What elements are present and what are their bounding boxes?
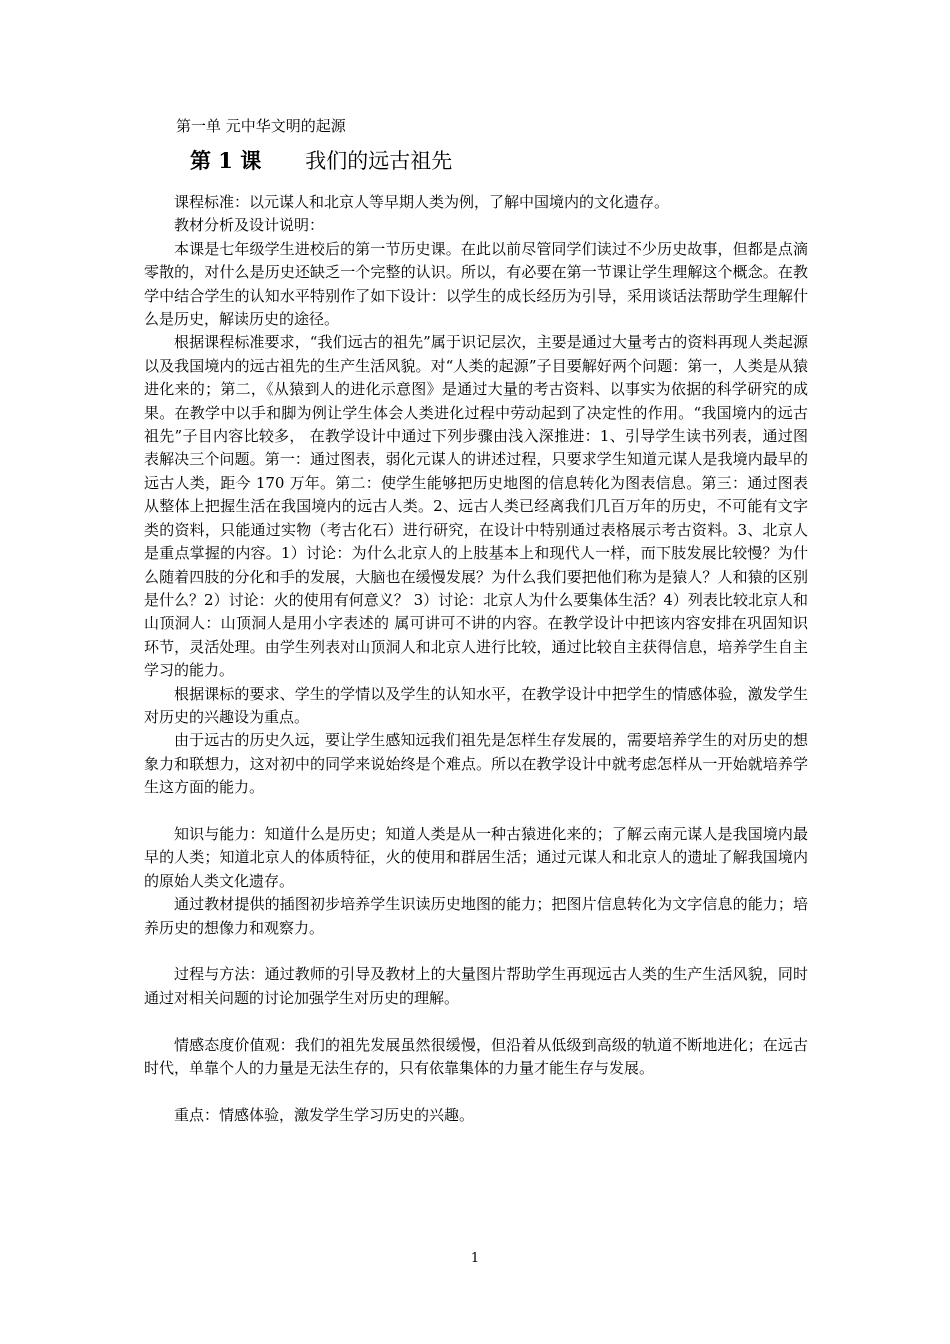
paragraph-map-reading: 通过教材提供的插图初步培养学生识读历史地图的能力；把图片信息转化为文字信息的能力；培养历史的想像力和观察力。 [144,895,808,937]
paragraph-curriculum-requirements: 根据课程标准要求，“我们远古的祖先”属于识记层次，主要是通过大量考古的资料再现人类起源以及我国境内的远古祖先的生产生活风貌。对“人类的起源”子目要解好两个问题：第一，人类是从猿进化来的；第二，《从猿到人的进化示意图》是通过大量的考古资料、以事实为依据的科学研究的成果。在教学中以手和脚为例让学生体会人类进化过程中劳动起到了决定性的作用。“我国境内的远古祖先”子目内容比较多， 在教学设计中通过下列步骤由浅入深推进：1、引导学生读书列表，通过图表解决三个问题。第一：通过图表，弱化元谋人的讲述过程，只要求学生知道元谋人是我境内最早的远古人类，距今 170 万年。第二：使学生能够把历史地图的信息转化为图表信息。第三：通过图表从整体上把握生活在我国境内的远古人类。2、远古人类已经离我们几百万年的历史，不可能有文字类的资料，只能通过实物（考古化石）进行研究，在设计中特别通过表格展示考古资料。3、北京人是重点掌握的内容。1）讨论：为什么北京人的上肢基本上和现代人一样，而下肢发展比较慢？为什么随着四肢的分化和手的发展，大脑也在缓慢发展？为什么我们要把他们称为是猿人？人和猿的区别是什么？2）讨论：火的使用有何意义？ 3）讨论：北京人为什么要集体生活？4）列表比较北京人和山顶洞人：山顶洞人是用小字表述的 属可讲可不讲的内容。在教学设计中把该内容安排在巩固知识环节，灵活处理。由学生列表对山顶洞人和北京人进行比较，通过比较自主获得信息，培养学生自主学习的能力。 [144,333,808,680]
lesson-title [190,147,452,175]
paragraph-knowledge-ability: 知识与能力：知道什么是历史；知道人类是从一种古猿进化来的；了解云南元谋人是我国境内最早的人类；知道北京人的体质特征，火的使用和群居生活；通过元谋人和北京人的遗址了解我国境内的原始人类文化遗存。 [144,824,808,890]
unit-title: 第一单 元中华文明的起源 [176,117,346,135]
paragraph-process-method: 过程与方法：通过教师的引导及教材上的大量图片帮助学生再现远古人类的生产生活风貌，同时通过对相关问题的讨论加强学生对历史的理解。 [144,965,808,1007]
paragraph-course-standard: 课程标准：以元谋人和北京人等早期人类为例，了解中国境内的文化遗存。 [174,193,670,211]
paragraph-intro: 本课是七年级学生进校后的第一节历史课。在此以前尽管同学们读过不少历史故事，但都是点滴零散的，对什么是历史还缺乏一个完整的认识。所以，有必要在第一节课让学生理解这个概念。在教学中结合学生的认知水平特别作了如下设计：以学生的成长经历为引导，采用谈话法帮助学生理解什么是历史，解读历史的途径。 [144,239,808,329]
page-number: 1 [470,1251,480,1266]
paragraph-key-point: 重点：情感体验，激发学生学习历史的兴趣。 [174,1105,475,1124]
lesson-number: 第 1 课 [190,148,262,173]
paragraph-values: 情感态度价值观：我们的祖先发展虽然很缓慢，但沿着从低级到高级的轨道不断地进化；在远古时代，单靠个人的力量是无法生存的，只有依靠集体的力量才能生存与发展。 [144,1035,808,1077]
lesson-name: 我们的远古祖先 [305,149,453,173]
paragraph-key-point-design: 根据课标的要求、学生的学情以及学生的认知水平，在教学设计中把学生的情感体验，激发学生对历史的兴趣设为重点。 [144,684,808,726]
body-text [144,191,808,1127]
paragraph-difficulty: 由于远古的历史久远，要让学生感知远我们祖先是怎样生存发展的，需要培养学生的对历史的想象力和联想力，这对初中的同学来说始终是个难点。所以在教学设计中就考虑怎样从一开始就培养学生这方面的能力。 [144,731,808,797]
paragraph-analysis-heading: 教材分析及设计说明： [174,216,325,235]
